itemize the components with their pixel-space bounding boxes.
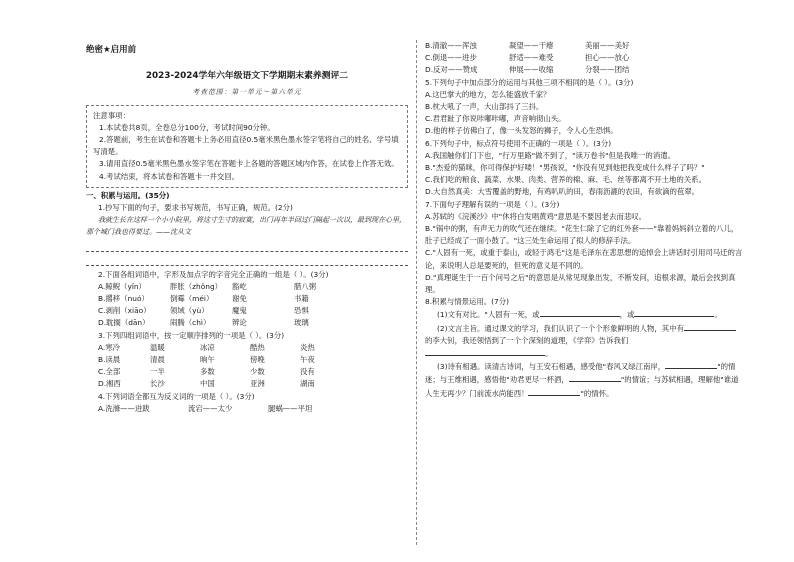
option-row[interactable] xyxy=(86,354,408,366)
writing-line[interactable] xyxy=(86,241,408,252)
option-row[interactable] xyxy=(425,52,743,64)
option-row[interactable] xyxy=(86,378,408,390)
option-a: A.寒冷 xyxy=(98,342,121,352)
option-row[interactable] xyxy=(425,40,743,52)
notice-item: 2.答题前，考生在试卷和答题卡上务必用直径0.5毫米黑色墨水签字笔将自己的姓名、学号填写清楚。 xyxy=(93,135,399,157)
option-a: A.鲸鲵（yǐn） xyxy=(98,281,146,291)
option-word: 酷热 xyxy=(250,342,265,352)
option-b: B.清澈——浑浊 xyxy=(425,41,477,50)
answer-blank[interactable] xyxy=(684,322,736,331)
question-6: 6.下列句子中，标点符号使用不正确的一项是（ ）。(3分) xyxy=(425,138,612,148)
q8-1-text-b: ，或 xyxy=(619,310,635,320)
q8-3-text-b: "的情迷；与王维相遇，感悟他"劝君更尽一杯酒， xyxy=(425,362,736,385)
option-word: 一半 xyxy=(150,367,165,377)
answer-blank[interactable] xyxy=(634,308,714,317)
option-word: 担心——放心 xyxy=(585,53,630,63)
option-word: 书籍 xyxy=(294,294,309,304)
option-d[interactable]: D.大自然真美：大雪覆盖的野地，有鸡叭叭的田，春雨沥漉的农田，有欲滴的苞翠。 xyxy=(425,187,700,197)
option-word: 湖南 xyxy=(300,379,315,389)
option-a[interactable]: A.苏轼的《浣溪沙》中"休将白发唱黄鸡"意思是不要因老去而悲叹。 xyxy=(425,211,647,221)
option-row[interactable] xyxy=(86,366,408,378)
q8-2-text-b: 的李大钊，我还领悟到了一个个深刻的道理，《学弈》告诉我们 xyxy=(425,335,629,345)
option-row[interactable] xyxy=(86,317,408,329)
option-word: 领域（yù） xyxy=(170,306,209,316)
option-word: 分裂——团结 xyxy=(585,65,630,75)
question-1: 1.抄写下面的句子，要求书写规范，书写正确，规范。(2分) xyxy=(98,203,293,213)
notice-head: 注意事项： xyxy=(93,110,130,120)
option-a: A.洗滌——迸跋 xyxy=(98,403,150,413)
option-b[interactable]: B.枕大吼了一声，大山部抖了三抖。 xyxy=(425,102,544,112)
option-word: 腊八粥 xyxy=(294,281,317,291)
q8-3-text-c: "的情谊；与苏轼相遇，理解他"谁道人生无再少？门前流水尚能西！ xyxy=(425,375,739,398)
exam-title: 2023-2024学年六年级语文下学期期末素养测评二 xyxy=(145,71,349,82)
option-word: 倒霉（méi） xyxy=(170,294,214,304)
option-word: 冰凉 xyxy=(200,342,215,352)
option-word: 多数 xyxy=(200,367,215,377)
option-word: 美丽——美好 xyxy=(585,41,630,50)
option-d[interactable]: D."真理诞生于一百个问号之后"的意思是从常见现象出发，不断发问，追根求源，最后会找到真理。 xyxy=(425,272,736,295)
option-word: 恐惧 xyxy=(294,306,309,316)
question-8-2: (2)文言主旨。通过课文的学习，我们认识了一个个形象鲜明的人物，其中有的李大钊，我还领悟到了一个个深刻的道理，《学弈》告诉我们。 xyxy=(425,322,743,361)
option-word: 傍晚 xyxy=(250,355,265,365)
exam-scope: 考查范围：第一单元～第六单元 xyxy=(192,88,302,97)
option-word: 清晨 xyxy=(150,355,165,365)
q8-3-text-d: "的情怀。 xyxy=(580,388,614,398)
answer-blank[interactable] xyxy=(569,373,621,382)
option-c[interactable]: C.君君趾了你说咔嘟咔嘟，声音响彻山头。 xyxy=(425,114,566,124)
option-word: 少数 xyxy=(250,367,265,377)
option-c[interactable]: C.我们吃的粮食、蔬菜、水果、肉类、营养的棉、麻、毛、丝等都离不开土地的关系。 xyxy=(425,175,706,185)
option-word: 凝望——干瘪 xyxy=(509,41,554,50)
section-heading: 一、积累与运用。(35分) xyxy=(86,190,170,200)
notice-box xyxy=(86,105,408,188)
option-b[interactable]: B."杰爱的猫咪，你可得保护好喽！"男孩说，"你没有见到他把我变成什么样子了吗？" xyxy=(425,163,705,173)
question-7: 7.下面句子理解有误的一项是（ ）。(3分) xyxy=(425,199,560,209)
option-word: 豁屹 xyxy=(232,281,247,291)
left-column xyxy=(86,40,408,415)
answer-blank[interactable] xyxy=(665,360,717,369)
option-c: C.倒退——进步 xyxy=(425,53,477,63)
option-row[interactable] xyxy=(86,342,408,354)
writing-line[interactable] xyxy=(86,255,408,266)
option-row[interactable] xyxy=(425,64,743,76)
option-b: B.撂移（nuó） xyxy=(98,294,149,304)
answer-blank[interactable] xyxy=(540,308,620,317)
secret-label: 绝密★启用前 xyxy=(86,45,137,55)
question-4: 4.下列词语全都互为反义词的一项是（ ）。(3分) xyxy=(98,391,255,401)
q8-2-text: (2)文言主旨。通过课文的学习，我们认识了一个个形象鲜明的人物，其中有 xyxy=(437,323,684,333)
q8-3-text: (3)诗有相遇。读清古诗词，与王安石相遇，感受他"春风又绿江南岸， xyxy=(437,362,666,372)
option-c: C.剥削（xiāo） xyxy=(98,306,151,316)
option-word: 长沙 xyxy=(150,379,165,389)
option-word: 辨论 xyxy=(232,318,247,328)
option-word: 晌午 xyxy=(200,355,215,365)
option-word: 流宕——太少 xyxy=(188,403,233,413)
notice-item: 4.考试结束，将本试卷和答题卡一并交回。 xyxy=(99,171,240,181)
option-a[interactable]: A.这巴掌大的地方，怎么能盛放千家？ xyxy=(425,89,551,99)
option-d: D.反对——赞成 xyxy=(425,65,478,75)
option-row[interactable] xyxy=(86,403,408,415)
option-row[interactable] xyxy=(86,281,408,293)
option-row[interactable] xyxy=(86,305,408,317)
question-3: 3.下列四组词语中，按一定顺序排列的一项是（ ）。(3分) xyxy=(98,330,285,340)
option-word: 午夜 xyxy=(300,355,315,365)
option-word: 没有 xyxy=(300,367,315,377)
option-c[interactable]: C."人固有一死，或重于泰山，或轻于鸿毛"这是毛泽东在悲思想的追悼会上讲话时引用司马迁的言论，来说明人总是要死的，但死的意义是不同的。 xyxy=(425,248,743,270)
option-word: 闹腾（chì） xyxy=(170,318,211,328)
option-c: C.全部 xyxy=(98,367,121,377)
option-d[interactable]: D.他的样子仿佛白了，像一头发怒的狮子，令人心生恐惧。 xyxy=(425,126,618,136)
right-column xyxy=(425,40,743,400)
option-word: 玻璃 xyxy=(294,318,309,328)
notice-item: 3.请用直径0.5毫米黑色墨水签字笔在答题卡上各题的答题区域内作答，在试卷上作答无效。 xyxy=(99,159,399,169)
option-a[interactable]: A.我国触你们门下也，"行万里路"做不到了，"读万卷书"但是我唯一的消遣。 xyxy=(425,150,675,160)
question-8: 8.积累与情景运用。(7分) xyxy=(425,297,510,307)
option-word: 伸展——收缩 xyxy=(509,65,554,75)
option-word: 舒适——难受 xyxy=(509,53,554,63)
option-d: D.湘西 xyxy=(98,379,121,389)
copy-text: 我就生长在这样一个小小院里，将这寸生寸的寂寞，出门再年半回过门隔起一次以，最到现在心里，那个城门我也得要过。——沈从文 xyxy=(86,216,406,237)
question-8-1: (1)文有对比。"人固有一死，或 ，或 。 xyxy=(437,310,722,320)
notice-item: 1.本试卷共8页，全卷总分100分，考试时间90分钟。 xyxy=(99,122,275,132)
option-word: 谢免 xyxy=(232,294,247,304)
option-word: 炎热 xyxy=(300,342,315,352)
option-word: 魔鬼 xyxy=(232,306,247,316)
option-b: B.读晨 xyxy=(98,355,121,365)
option-word: 亚洲 xyxy=(250,379,265,389)
answer-blank[interactable] xyxy=(425,347,545,356)
question-2: 2.下面各组词语中，字形及加点字的字音完全正确的一组是（ ）。(3分) xyxy=(98,269,329,279)
option-row[interactable] xyxy=(86,293,408,305)
option-word: 温暖 xyxy=(150,342,165,352)
option-word: 腿蜗——平坦 xyxy=(268,403,313,413)
question-5: 5.下列句子中加点部分的运用与其他三项不相同的是（ ）。(3分) xyxy=(425,77,634,87)
question-8-3 xyxy=(425,360,743,400)
option-word: 中国 xyxy=(200,379,215,389)
option-b[interactable]: B."锅中的粥，有声无力的吹气还在继续。"花生仁除了它的红外套——"靠着妈妈斜立着的八儿，肚子已经成了一面小鼓了。"这三处生命运用了拟人的修辞手法。 xyxy=(425,224,739,246)
option-d: D.耽搁（dān） xyxy=(98,318,150,328)
option-word: 胖胀（zhǒng） xyxy=(170,281,223,291)
q8-1-text: (1)文有对比。"人固有一死，或 xyxy=(437,310,540,320)
column-divider xyxy=(416,40,417,545)
answer-blank[interactable] xyxy=(528,387,580,396)
